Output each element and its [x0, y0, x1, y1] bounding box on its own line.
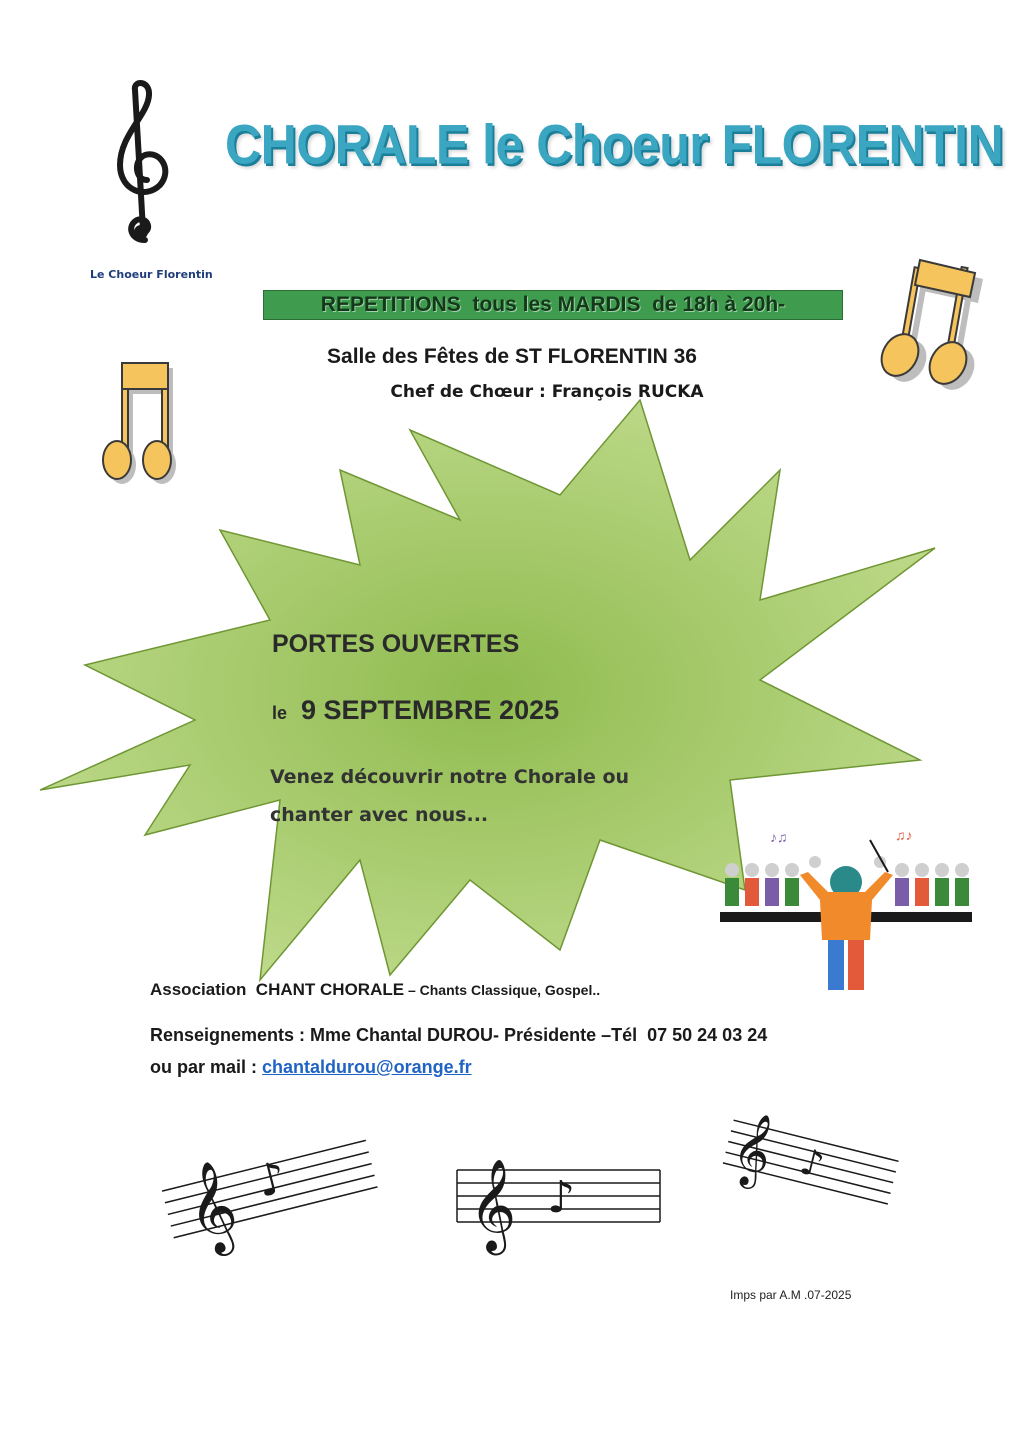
- date-prefix: le: [272, 703, 288, 723]
- svg-text:♪♫: ♪♫: [770, 829, 788, 845]
- music-staff-right-icon: [720, 1105, 900, 1225]
- footer-credit: Imps par A.M .07-2025: [730, 1288, 852, 1302]
- svg-text:𝄞: 𝄞: [176, 1156, 246, 1259]
- email-link[interactable]: chantaldurou@orange.fr: [262, 1057, 472, 1077]
- open-house-date: [272, 695, 559, 726]
- association-detail: – Chants Classique, Gospel..: [404, 982, 601, 998]
- venue-text: Salle des Fêtes de ST FLORENTIN 36: [327, 345, 697, 368]
- choir-conductor-icon: [720, 820, 975, 995]
- music-staff-center-icon: [455, 1140, 665, 1260]
- logo-caption: Le Choeur Florentin: [90, 268, 213, 281]
- svg-text:♪: ♪: [795, 1141, 828, 1187]
- invite-line-1: Venez découvrir notre Chorale ou: [270, 766, 630, 788]
- contact-info: Renseignements : Mme Chantal DUROU- Présidente –Tél 07 50 24 03 24: [150, 1025, 768, 1045]
- page-title: CHORALE le Choeur FLORENTIN: [225, 113, 1004, 176]
- association-line: [150, 980, 600, 1000]
- music-staff-left-icon: [160, 1115, 380, 1265]
- svg-text:♪: ♪: [547, 1172, 576, 1223]
- svg-text:𝄞: 𝄞: [469, 1158, 517, 1251]
- invite-text: [270, 758, 690, 834]
- invite-line-2: chanter avec nous...: [270, 804, 489, 826]
- rehearsal-banner: REPETITIONS tous les MARDIS de 18h à 20h-: [263, 290, 843, 320]
- association-label: Association CHANT CHORALE: [150, 980, 405, 999]
- date-value: 9 SEPTEMBRE 2025: [301, 695, 560, 725]
- open-house-title: PORTES OUVERTES: [272, 630, 520, 658]
- contact-mail-line: [150, 1057, 472, 1078]
- choir-director-text: Chef de Chœur : François RUCKA: [390, 382, 704, 402]
- mail-label: ou par mail :: [150, 1057, 263, 1077]
- svg-text:♪: ♪: [251, 1151, 292, 1208]
- svg-text:♫♪: ♫♪: [895, 827, 913, 843]
- svg-text:𝄞: 𝄞: [725, 1109, 781, 1191]
